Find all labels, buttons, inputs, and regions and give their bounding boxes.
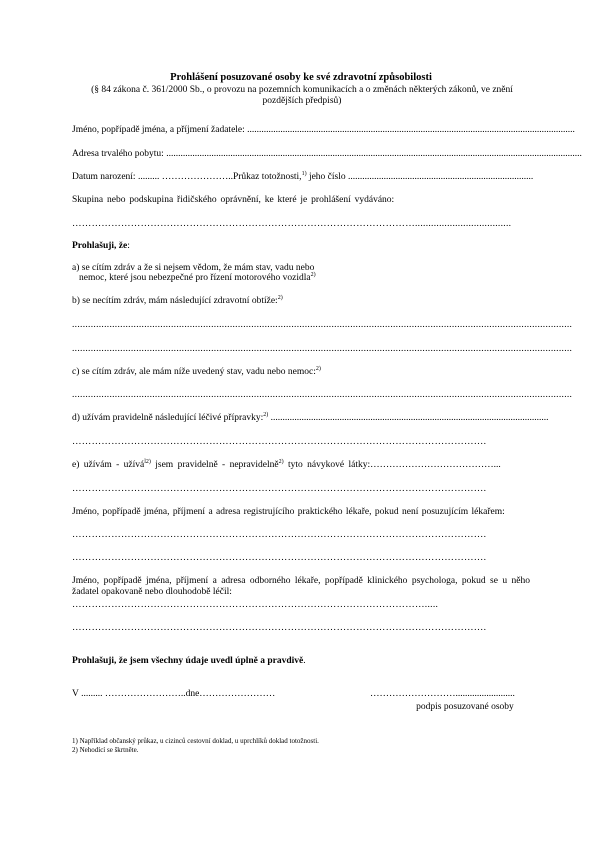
place-label: V (72, 689, 79, 699)
address-label: Adresa trvalého pobytu: (72, 149, 164, 159)
place-dots: ......... …………………….. (81, 689, 186, 699)
option-c-text: c) se cítím zdráv, ale mám níže uvedený stav, vadu nebo nemoc: (72, 367, 316, 377)
option-e-dots-inline: …………………………………... (370, 460, 501, 470)
specialist-dots-inline[interactable]: ………………………………………………………………………………………………..... (72, 600, 439, 610)
specialist-dots-1[interactable]: ………………………………………………………………………………………………………………. (72, 623, 487, 633)
id-number-dots: .............................................................................. (348, 172, 534, 182)
option-a-line2-text: nemoc, které jsou nebezpečné pro řízení motorového vozidla (79, 273, 311, 283)
option-e-text-a: e) užívám - užívá (72, 460, 145, 470)
option-c-label (72, 367, 530, 378)
option-b-label (72, 296, 530, 307)
option-d-dots-inline: ..................................................................................................................... (270, 413, 549, 423)
gp-dots-2[interactable]: ………………………………………………………………………………………………………………. (72, 553, 487, 563)
dob-dots: ......... ………………….. (137, 172, 233, 182)
option-e-footnote-ref-2: 2) (278, 458, 284, 465)
id-label: Průkaz totožnosti, (232, 172, 302, 182)
signature-dots[interactable]: ………………………......................... (370, 689, 515, 699)
dob-id-field[interactable] (72, 170, 534, 183)
dob-label: Datum narození: (72, 172, 136, 182)
option-c-dots-1[interactable]: ........................................................................................................................................................................................... (72, 390, 573, 400)
option-c-footnote-ref: 2) (315, 365, 321, 372)
id-footnote-ref: 1) (301, 170, 307, 177)
option-d-footnote-ref: 2) (263, 411, 269, 418)
final-declaration-end: . (303, 656, 306, 666)
gp-label: Jméno, popřípadě jména, příjmení a adresa registrujícího praktického lékaře, pokud není posuzujícím lékařem: (72, 507, 505, 517)
option-e-dots-1[interactable]: ………………………………………………………………………………………………………………. (72, 484, 487, 494)
applicant-name-dots: .......................................................................................................................................... (247, 125, 575, 135)
option-b-dots-1[interactable]: ........................................................................................................................................................................................... (72, 320, 573, 330)
license-group-label: Skupina nebo podskupina řidičského oprávnění, ke které je prohlášení vydáváno: (72, 195, 395, 205)
form-subtitle: (§ 84 zákona č. 361/2000 Sb., o provozu na pozemních komunikacích a o změnách některých zákonů, ve znění pozdějších předpisů) (91, 85, 513, 106)
date-dots: …………………… (199, 689, 276, 699)
option-e-text-c: tyto návykové látky: (288, 460, 371, 470)
date-label: dne (185, 689, 200, 699)
id-number-label: jeho číslo (308, 172, 346, 182)
option-a-line1: a) se cítím zdráv a že si nejsem vědom, že mám stav, vadu nebo (72, 263, 315, 273)
place-date-field[interactable] (72, 689, 332, 700)
applicant-name-field[interactable] (72, 125, 575, 136)
declaration-heading (72, 241, 530, 252)
footnote-2: 2) Nehodící se škrtněte. (72, 746, 139, 754)
option-b-text: b) se necítím zdráv, mám následující zdravotní obtíže: (72, 296, 278, 306)
option-b-footnote-ref: 2) (277, 294, 283, 301)
applicant-name-label: Jméno, popřípadě jména, a příjmení žadatele: (72, 125, 245, 135)
declaration-heading-text: Prohlašuji, že (72, 241, 128, 251)
final-declaration (72, 656, 530, 667)
address-dots: ............................................................................................................................................................................... (166, 149, 582, 159)
option-e-field[interactable] (72, 460, 530, 471)
form-title: Prohlášení posuzované osoby ke své zdravotní způsobilosti (170, 72, 432, 83)
option-e-text-b: jsem pravidelně - nepravidelně (155, 460, 279, 470)
option-d-text: d) užívám pravidelně následující léčivé přípravky: (72, 413, 264, 423)
gp-dots-1[interactable]: ………………………………………………………………………………………………………………. (72, 530, 487, 540)
option-e-footnote-ref-1: l2) (144, 458, 151, 465)
option-d-dots-1[interactable]: ………………………………………………………………………………………………………………. (72, 437, 487, 447)
signature-label: podpis posuzované osoby (416, 702, 514, 712)
specialist-label: Jméno, popřípadě jména, příjmení a adresa odborného lékaře, popřípadě klinického psychologa, pokud se u něho žadatel opakovaně nebo dlouhodobě léčil: (72, 576, 530, 597)
option-a-footnote-ref: 2) (310, 271, 316, 278)
option-a-line2 (79, 273, 537, 284)
final-declaration-text: Prohlašuji, že jsem všechny údaje uvedl úplně a pravdivě (72, 656, 304, 666)
footnote-1: 1) Například občanský průkaz, u cizinců cestovní doklad, u uprchlíků doklad totožnosti. (72, 737, 319, 745)
declaration-heading-colon: : (127, 241, 130, 251)
option-d-field[interactable] (72, 411, 549, 424)
license-group-dots[interactable]: …………………………………………………………………………………………….................................... (72, 219, 512, 229)
option-b-dots-2[interactable]: ........................................................................................................................................................................................... (72, 344, 573, 354)
address-field[interactable] (72, 149, 582, 160)
